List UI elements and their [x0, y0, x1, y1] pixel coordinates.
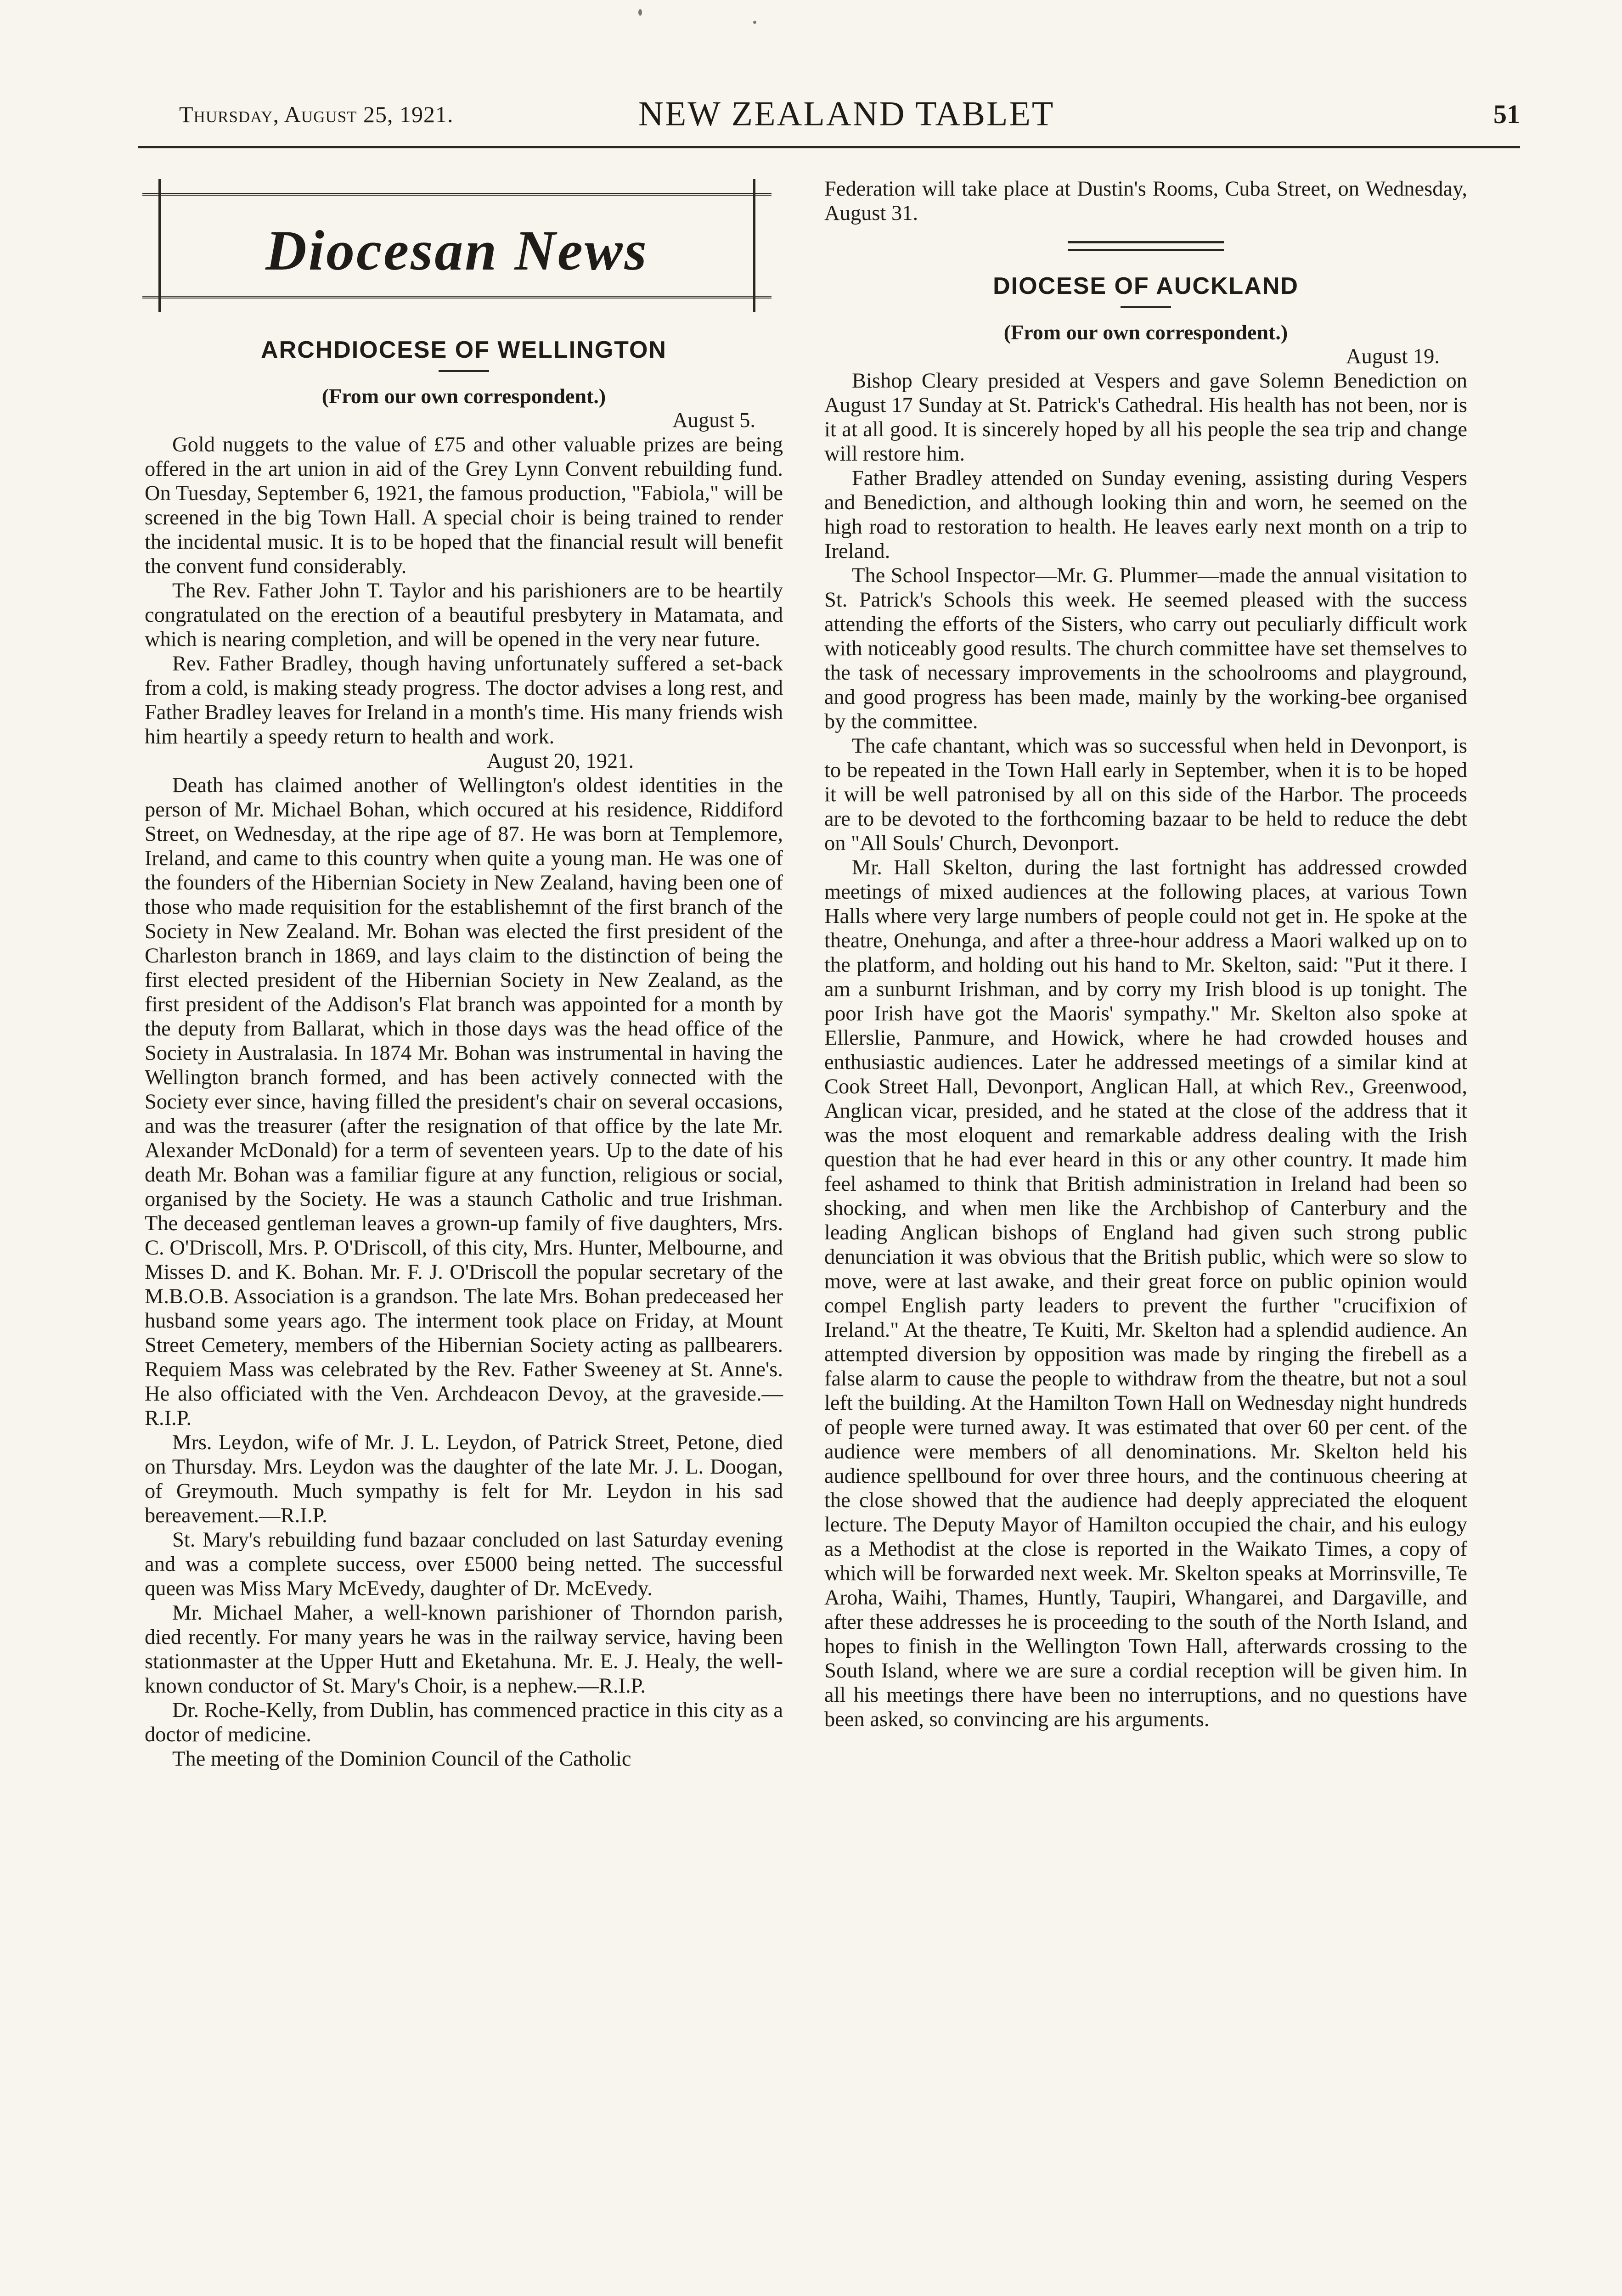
article-paragraph: Death has claimed another of Wellington's oldest identities in the person of Mr. Michael Bohan, which occured at his residence, Riddiford Street, on Wednesday, at the ripe age of 87. He was born at Templemore, Ireland, and came to this country when quite a young man. He was one of the founders of the Hibernian Society in New Zealand, having been one of those who made requisition for the establishemnt of the first branch of the Society in New Zealand. Mr. Bohan was elected the first president of the Charleston branch in 1869, and lays claim to the distinction of being the first elected president of the Hibernian Society in New Zealand, as the first president of the Addison's Flat branch was appointed for a month by the deputy from Ballarat, which in those days was the head office of the Society in Australasia. In 1874 Mr. Bohan was instrumental in having the Wellington branch formed, and has been actively connected with the Society ever since, having filled the president's chair on several occasions, and was the treasurer (after the resignation of that office by the late Mr. Alexander McDonald) for a term of seventeen years. Up to the date of his death Mr. Bohan was a familiar figure at any function, religious or social, organised by the Society. He was a staunch Catholic and true Irishman. The deceased gentleman leaves a grown-up family of five daughters, Mrs. C. O'Driscoll, Mrs. P. O'Driscoll, of this city, Mrs. Hunter, Melbourne, and Misses D. and K. Bohan. Mr. F. J. O'Driscoll the popular secretary of the M.B.O.B. Association is a grandson. The late Mrs. Bohan predeceased her husband some years ago. The interment took place on Friday, at Mount Street Cemetery, members of the Hibernian Society acting as pallbearers. Requiem Mass was celebrated by the Rev. Father Sweeney at St. Anne's. He also officiated with the Ven. Archdeacon Devoy, at the graveside.—R.I.P.	[145, 774, 783, 1430]
article-paragraph: Mr. Michael Maher, a well-known parishioner of Thorndon parish, died recently. For many years he was in the railway service, having been stationmaster at the Upper Hutt and Eketahuna. Mr. E. J. Healy, the well-known conductor of St. Mary's Choir, is a nephew.—R.I.P.	[145, 1601, 783, 1698]
header-date: Thursday, August 25, 1921.	[179, 101, 454, 127]
article-paragraph: The cafe chantant, which was so successful when held in Devonport, is to be repeated in the Town Hall early in September, when it is to be hoped it will be well patronised by all on this side of the Harbor. The proceeds are to be devoted to the forthcoming bazaar to be held to reduce the debt on "All Souls' Church, Devonport.	[824, 734, 1467, 855]
page-header	[179, 87, 1520, 138]
masthead-bottom-rule	[142, 296, 772, 298]
wellington-date-2: August 20, 1921.	[486, 749, 634, 773]
article-paragraph: The meeting of the Dominion Council of the Catholic	[172, 1747, 631, 1771]
section-divider	[1068, 241, 1224, 251]
article-paragraph: Rev. Father Bradley, though having unfortunately suffered a set-back from a cold, is making steady progress. The doctor advises a long rest, and Father Bradley leaves for Ireland in a month's time. His many friends wish him heartily a speedy return to health and work.	[145, 652, 783, 748]
article-paragraph: Mr. Hall Skelton, during the last fortnight has addressed crowded meetings of mixed audiences at the following places, at various Town Halls where very large numbers of people could not get in. He spoke at the theatre, Onehunga, and after a three-hour address a Maori walked up on to the platform, and holding out his hand to Mr. Skelton, said: "Put it there. I am a sunburnt Irishman, and by corry my Irish blood is up tonight. The poor Irish have got the Maoris' sympathy." Mr. Skelton also spoke at Ellerslie, Panmure, and Howick, where he had crowded houses and enthusiastic audiences. Later he addressed meetings of a similar kind at Cook Street Hall, Devonport, Anglican Hall, at which Rev., Greenwood, Anglican vicar, presided, and he stated at the close of the address that it was the most eloquent and remarkable address dealing with the Irish question that he had ever heard in this or any other country. It made him feel ashamed to think that British administration in Ireland had been so shocking, and when men like the Archbishop of Canterbury and the leading Anglican bishops of England had given such strong public denunciation it was obvious that the British public, which were so slow to move, were at last awake, and their great force on public opinion would compel English party leaders to prevent the further "crucifixion of Ireland." At the theatre, Te Kuiti, Mr. Skelton had a splendid audience. An attempted diversion by opposition was made by ringing the firebell as a false alarm to cause the people to withdraw from the theatre, but not a soul left the building. At the Hamilton Town Hall on Wednesday night hundreds of people were turned away. It was estimated that over 60 per cent. of the audience were members of all denominations. Mr. Skelton held his audience spellbound for over three hours, and the continuous cheering at the close showed that the audience had deeply appreciated the eloquent lecture. The Deputy Mayor of Hamilton occupied the chair, and his eulogy as a Methodist at the close is reported in the Waikato Times, a copy of which will be forwarded next week. Mr. Skelton speaks at Morrinsville, Te Aroha, Waihi, Thames, Huntly, Taupiri, Whangarei, and Dargaville, and after these addresses he is proceeding to the south of the North Island, and hopes to finish in the Wellington Town Hall, afterwards crossing to the South Island, where we are sure a cordial reception will be given him. In all his meetings there have been no interruptions, and no questions have been asked, so convincing are his arguments.	[824, 856, 1467, 1731]
print-speck	[638, 9, 642, 16]
article-paragraph: Dr. Roche-Kelly, from Dublin, has commenced practice in this city as a doctor of medicine.	[145, 1699, 783, 1746]
masthead-top-rule	[142, 193, 772, 196]
section-masthead	[158, 179, 755, 312]
newspaper-title: NEW ZEALAND TABLET	[638, 95, 1055, 133]
auckland-heading: DIOCESE OF AUCKLAND	[993, 273, 1299, 299]
article-paragraph: St. Mary's rebuilding fund bazaar concluded on last Saturday evening and was a complete success, over £5000 being netted. The successful queen was Miss Mary McEvedy, daughter of Dr. McEvedy.	[145, 1528, 783, 1600]
wellington-correspondent: (From our own correspondent.)	[321, 384, 606, 408]
article-paragraph: The School Inspector—Mr. G. Plummer—made the annual visitation to St. Patrick's Schools this week. He seemed pleased with the success attending the efforts of the Sisters, who carry out peculiarly difficult work with noticeably good results. The church committee have set themselves to the task of necessary improvements in the schoolrooms and playground, and good progress has been made, mainly by the working-bee organised by the committee.	[824, 564, 1467, 733]
heading-rule	[1121, 306, 1171, 308]
auckland-date: August 19.	[1346, 345, 1440, 368]
article-paragraph: The Rev. Father John T. Taylor and his parishioners are to be heartily congratulated on the erection of a beautiful presbytery in Matamata, and which is nearing completion, and will be opened in the very near future.	[145, 579, 783, 651]
wellington-heading: ARCHDIOCESE OF WELLINGTON	[261, 337, 667, 363]
article-paragraph: Father Bradley attended on Sunday evening, assisting during Vespers and Benediction, and although looking thin and worn, he seemed on the high road to restoration to health. He leaves early next month on a trip to Ireland.	[824, 467, 1467, 563]
left-column	[145, 335, 783, 1771]
article-paragraph: Mrs. Leydon, wife of Mr. J. L. Leydon, of Patrick Street, Petone, died on Thursday. Mrs. Leydon was the daughter of the late Mr. J. L. Doogan, of Greymouth. Much sympathy is felt for Mr. Leydon in his sad bereavement.—R.I.P.	[145, 1431, 783, 1527]
masthead-title: Diocesan News	[265, 219, 648, 282]
article-paragraph: Bishop Cleary presided at Vespers and gave Solemn Benediction on August 17 Sunday at St. Patrick's Cathedral. His health has not been, nor is it at all good. It is sincerely hoped by all his people the sea trip and change will restore him.	[824, 369, 1467, 466]
right-column	[824, 177, 1467, 1732]
header-rule	[138, 146, 1520, 148]
wellington-date-1: August 5.	[672, 409, 755, 432]
article-paragraph: Gold nuggets to the value of £75 and other valuable prizes are being offered in the art union in aid of the Grey Lynn Convent rebuilding fund. On Tuesday, September 6, 1921, the famous production, "Fabiola," will be screened in the big Town Hall. A special choir is being trained to render the incidental music. It is to be hoped that the financial result will benefit the convent fund considerably.	[145, 433, 783, 578]
print-speck	[753, 21, 756, 24]
auckland-correspondent: (From our own correspondent.)	[1003, 321, 1288, 344]
heading-rule	[439, 370, 489, 372]
continued-paragraph: Federation will take place at Dustin's Rooms, Cuba Street, on Wednesday, August 31.	[824, 177, 1467, 225]
page-number: 51	[1493, 99, 1520, 129]
